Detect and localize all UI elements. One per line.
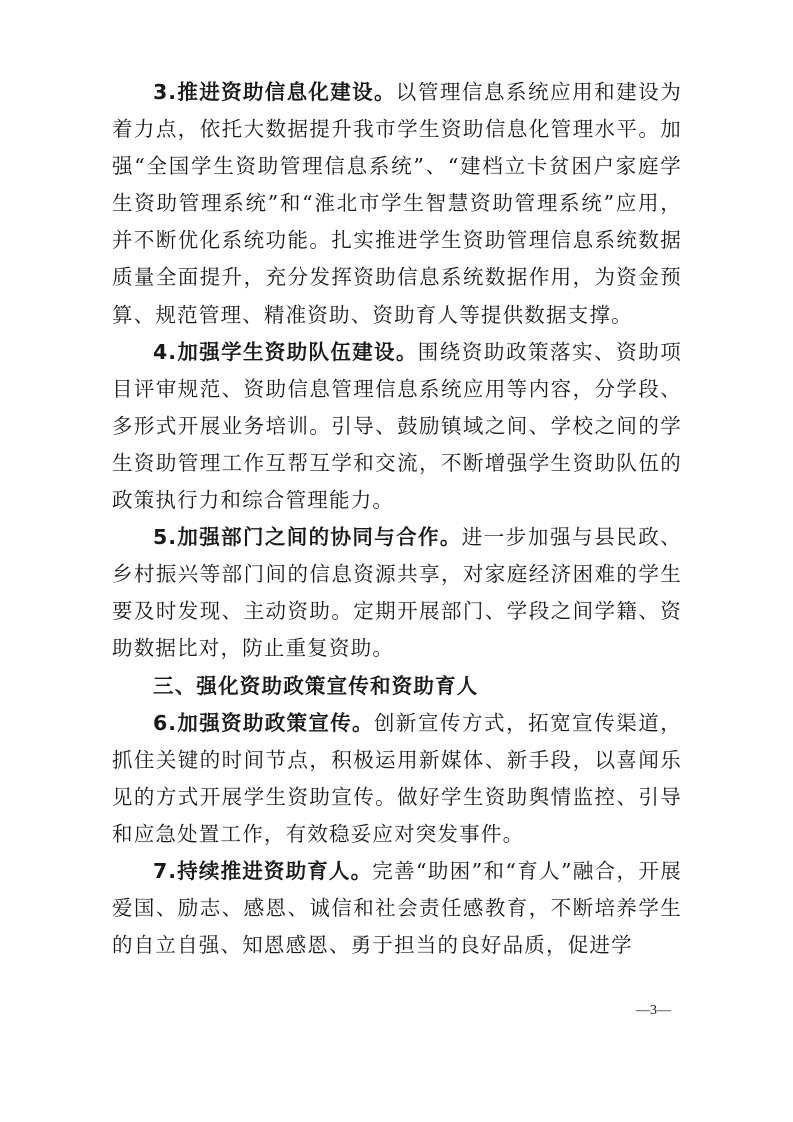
paragraph-lead: 4.加强学生资助队伍建设。 [153,339,418,364]
paragraph-lead: 5.加强部门之间的协同与合作。 [153,525,462,550]
paragraph-body: 以管理信息系统应用和建设为着力点，依托大数据提升我市学生资助信息化管理水平。加强“全国学生资助管理信息系统”、“建档立卡贫困户家庭学生资助管理系统”和“淮北市学生智慧资助管理系统”应用，并不断优化系统功能。扎实推进学生资助管理信息系统数据质量全面提升，充分发挥资助信息系统数据作用，为资金预算、规范管理、精准资助、资助育人等提供数据支撑。 [112,80,682,327]
paragraph-item-5 [112,519,682,667]
paragraph-item-6 [112,705,682,853]
paragraph-body: 进一步加强与县民政、乡村振兴等部门间的信息资源共享，对家庭经济困难的学生要及时发现、主动资助。定期开展部门、学段之间学籍、资助数据比对，防止重复资助。 [112,525,682,661]
paragraph-body: 围绕资助政策落实、资助项目评审规范、资助信息管理信息系统应用等内容，分学段、多形式开展业务培训。引导、鼓励镇域之间、学校之间的学生资助管理工作互帮互学和交流，不断增强学生资助队伍的政策执行力和综合管理能力。 [112,339,682,513]
paragraph-lead: 3.推进资助信息化建设。 [153,80,396,104]
paragraph-lead: 6.加强资助政策宣传。 [153,710,374,735]
section-heading: 三、强化资助政策宣传和资助育人 [153,673,479,698]
paragraph-item-4 [112,334,682,519]
paragraph-item-7 [112,853,682,964]
document-body [112,74,682,964]
paragraph-body: 创新宣传方式，拓宽宣传渠道，抓住关键的时间节点，积极运用新媒体、新手段，以喜闻乐见的方式开展学生资助宣传。做好学生资助舆情监控、引导和应急处置工作，有效稳妥应对突发事件。 [112,710,682,846]
page-number: —3— [636,1003,671,1018]
paragraph-body: 完善“助困”和“育人”融合，开展爱国、励志、感恩、诚信和社会责任感教育，不断培养学生的自立自强、知恩感恩、勇于担当的良好品质，促进学 [112,858,682,958]
paragraph-item-3 [112,74,682,334]
paragraph-lead: 7.持续推进资助育人。 [153,858,373,883]
